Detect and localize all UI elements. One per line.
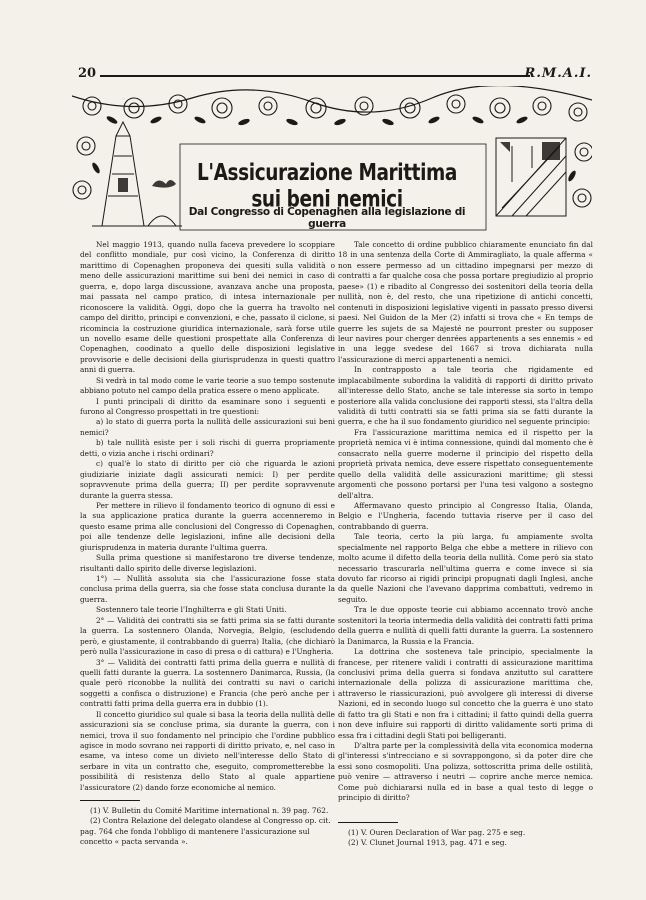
paragraph: Affermavano questo principio al Congresso Italia, Olanda, Belgio e l'Ungheria, facendo tuttavia riserve per il caso del contrabbando di guerra. bbox=[338, 500, 593, 531]
paragraph: D'altra parte per la complessività della vita economica moderna gl'interessi s'intrecciano e si sovrappongono, sì da poter dire che essi sono cosmopoliti. Una polizza, sottoscritta prima delle ostilità, può venire — attraverso i neutri — coprire anche merce nemica. Come può dichiararsi nulla ed in base a qual testo di legge o principio di diritto? bbox=[338, 741, 593, 803]
paragraph: In contrapposto a tale teoria che rigidamente ed implacabilmente subordina la validità di rapporti di diritto privato all'interesse dello Stato, anche se tale interesse sia sorto in tempo posteriore alla valida conclusione dei rapporti stessi, sta l'altra della validità di tutti contratti sia se fatti prima sia se fatti durante la guerra, e che ha il suo fondamento giuridico nel seguente principio: bbox=[338, 365, 593, 427]
right-footnotes bbox=[338, 828, 593, 849]
paragraph: Tale concetto di ordine pubblico chiaramente enunciato fin dal 18 in una sentenza della Corte di Ammiragliato, la quale afferma « non essere permesso ad un cittadino impegnarsi per mezzo di contratti a far qualche cosa che possa portare pregiudizio al proprio paese» (1) e ribadito al Congresso dei sostenitori della teoria della nullità, non è, del resto, che una ripetizione di antichi concetti, contenuti in disposizioni legislative vigenti in passato presso diversi paesi. Nel Guidon de la Mer (2) infatti si trova che « En temps de guerre les sujets de sa Majesté ne pourront prester ou supposer leur navires pour cherger denrées appartenents a ses ennemis » ed in una legge svedese del 1667 si trova dichiarata nulla l'assicurazione di merci appartenenti a nemici. bbox=[338, 240, 593, 364]
footnote-rule-left bbox=[80, 800, 140, 801]
paragraph: a) lo stato di guerra porta la nullità delle assicurazioni sui beni nemici? bbox=[80, 417, 335, 437]
paragraph: Tra le due opposte teorie cui abbiamo accennato trovò anche sostenitori la teoria intermedia della validità dei contratti fatti prima della guerra e nullità di quelli fatti durante la guerra. La sostennero la Danimarca, la Russia e la Francia. bbox=[338, 605, 593, 646]
paragraph: c) qual'è lo stato di diritto per ciò che riguarda le azioni giudiziarie iniziate dagli assicurati nemici: I) per perdite sopravvenute prima della guerra; II) per perdite sopravvenute durante la guerra stessa. bbox=[80, 459, 335, 500]
paragraph: Per mettere in rilievo il fondamento teorico di ognuno di essi e la sua applicazione pratica durante la guerra accenneremo in questo esame prima alle conclusioni del Congresso di Copenaghen, poi alle tendenze delle legislazioni, infine alle decisioni della giurisprudenza in materia durante l'ultima guerra. bbox=[80, 500, 335, 552]
paragraph: I punti principali di diritto da esaminare sono i seguenti e furono al Congresso prospettati in tre questioni: bbox=[80, 396, 335, 416]
right-column bbox=[338, 240, 593, 804]
footnote-rule-right bbox=[338, 822, 398, 823]
left-footnotes bbox=[80, 806, 335, 848]
footnote: (2) Contra Relazione del delegato olandese al Congresso op. cit. pag. 764 che fonda l'obbligo di mantenere l'assicurazione sul concetto « pacta servanda ». bbox=[80, 816, 331, 847]
paragraph: Si vedrà in tal modo come le varie teorie a suo tempo sostenute abbiano potuto nel campo della pratica essere o meno applicate. bbox=[80, 375, 335, 396]
footnote: (1) V. Ouren Declaration of War pag. 275 e seg. bbox=[348, 828, 526, 837]
paragraph: 1°) — Nullità assoluta sia che l'assicurazione fosse stata conclusa prima della guerra, sia che fosse stata conclusa durante la guerra. bbox=[80, 574, 335, 604]
paragraph: Tale teoria, certo la più larga, fu ampiamente svolta specialmente nel rapporto Belga che ebbe a mettere in rilievo con molto acume il difetto della teoria della nullità. Come però sia stato necessario trascurarla nell'ultima guerra e come invece si sia dovuto far ricorso ai rigidi principi propugnati dagli Inglesi, anche da quelle Nazioni che l'avevano dapprima combattuti, vedremo in seguito. bbox=[338, 532, 593, 604]
header-rule bbox=[100, 75, 530, 77]
paragraph: Fra l'assicurazione marittima nemica ed il rispetto per la proprietà nemica vi è intima connessione, quindi dal momento che è consacrato nella guerre moderne il principio del rispetto della proprietà privata nemica, deve essere rispettato conseguentemente quello della validità delle assicurazioni marittime; gli stessi argomenti che possono portarsi per l'una tesi valgono a sostegno dell'altra. bbox=[338, 427, 593, 500]
article-title: L'Assicurazione Marittima sui beni nemici bbox=[196, 160, 457, 213]
paragraph: Nel maggio 1913, quando nulla faceva prevedere lo scoppiare del conflitto mondiale, pur così vicino, la Conferenza di diritto marittimo di Copenaghen proponeva dei quesiti sulla validità o meno delle assicurazioni marittime sui beni dei nemici in caso di guerra, e, dopo larga discussione, avanzava anche una proposta, mai passata nel campo pratico, di intesa internazionale per riconoscere la validità. Oggi, dopo che la guerra ha travolto nel campo del diritto, principi e convenzioni, e che, passato il ciclone, si ricomincia la costruzione giuridica internazionale, sarà forse utile un novello esame delle questioni prospettate alla Conferenza di Copenaghen, coodinato a quello delle disposizioni legislative provvisorie e delle decisioni della giurisprudenza in questi quattro anni di guerra. bbox=[80, 240, 335, 375]
left-column bbox=[80, 240, 335, 793]
footnote: (2) V. Clunet Journal 1913, pag. 471 e seg. bbox=[348, 838, 507, 848]
paragraph: Sulla prima questione si manifestarono tre diverse tendenze, risultanti dallo spirito delle diverse legislazioni. bbox=[80, 553, 335, 573]
page-header bbox=[78, 66, 592, 86]
paragraph: La dottrina che sosteneva tale principio, specialmente la francese, per ritenere validi i contratti di assicurazione marittima conclusivi prima della guerra si fondava anzitutto sul carattere internazionale della polizza di assicurazione marittima che, attraverso le riassicurazioni, può avvolgere gli interessi di diverse Nazioni, ed in secondo luogo sul concetto che la guerra è uno stato di fatto tra gli Stati e non fra i cittadini; il fatto quindi della guerra non deve influire sui rapporti di diritto validamente sorti prima di essa fra i cittadini degli Stati poi belligeranti. bbox=[338, 647, 593, 740]
paragraph: b) tale nullità esiste per i soli rischi di guerra propriamente detti, o vizia anche i rischi ordinari? bbox=[80, 438, 335, 458]
article-subtitle: Dal Congresso di Copenaghen alla legislazione di guerra bbox=[188, 206, 466, 230]
paragraph: 3° — Validità dei contratti fatti prima della guerra e nullità di quelli fatti durante la guerra. La sostennero Danimarca, Russia, (la quale però riconobbe la nullità dei contratti su navi o carichi soggetti a confisca o distruzione) e Francia (che però anche per i contratti fatti prima della guerra era in dubbio (1). bbox=[80, 657, 335, 709]
paragraph: Sostennero tale teorie l'Inghilterra e gli Stati Uniti. bbox=[96, 605, 287, 615]
paragraph: 2° — Validità dei contratti sia se fatti prima sia se fatti durante la guerra. La sostennero Olanda, Norvegia, Belgio, (escludendo però, e giustamente, il contrabbando di guerra) Italia, (che dichiarò però nulla l'assicurazione in caso di presa o di cattura) e l'Ungheria. bbox=[80, 615, 335, 657]
journal-name: R.M.A.I. bbox=[524, 66, 592, 81]
page-number: 20 bbox=[78, 66, 97, 81]
paragraph: Il concetto giuridico sul quale si basa la teoria della nullità delle assicurazioni sia se concluse prima, sia durante la guerra, con i nemici, trova il suo fondamento nel principio che l'ordine pubblico agisce in modo sovrano nei rapporti di diritto privato, e, nel caso in esame, va inteso come un divieto nell'interesse dello Stato di serbare in vita un contratto che, eseguito, comprometterebbe la possibilità di resistenza dello Stato al quale appartiene l'assicuratore (2) dando forze economiche al nemico. bbox=[80, 709, 335, 792]
footnote: (1) V. Bulletin du Comité Maritime international n. 39 pag. 762. bbox=[90, 806, 329, 815]
